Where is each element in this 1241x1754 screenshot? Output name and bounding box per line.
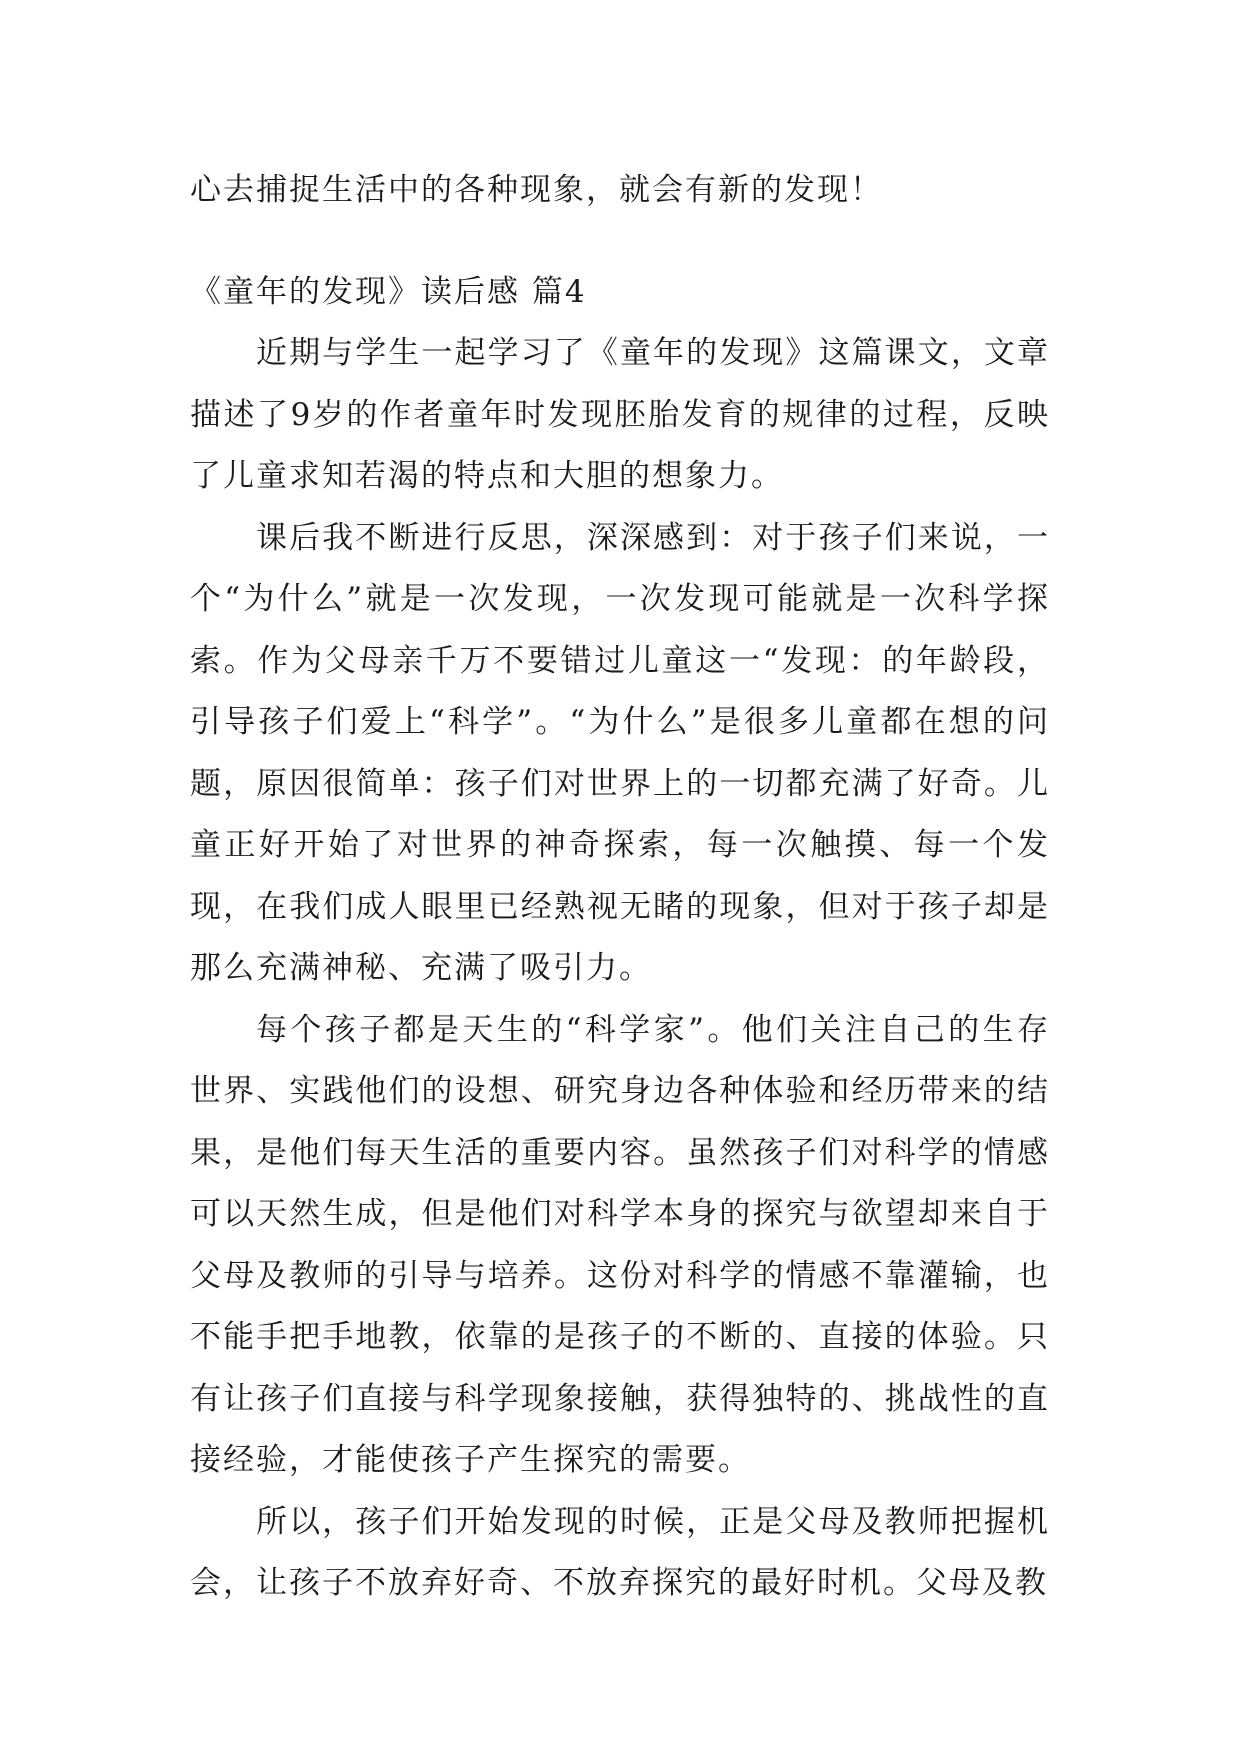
paragraph-1: 近期与学生一起学习了《童年的发现》这篇课文，文章描述了9岁的作者童年时发现胚胎发育的规律的过程，反映了儿童求知若渴的特点和大胆的想象力。: [190, 335, 1050, 494]
paragraph-2: 课后我不断进行反思，深深感到：对于孩子们来说，一个“为什么”就是一次发现，一次发现可能就是一次科学探索。作为父母亲千万不要错过儿童这一“发现：的年龄段，引导孩子们爱上“科学”。“为什么”是很多儿童都在想的问题，原因很简单：孩子们对世界上的一切都充满了好奇。儿童正好开始了对世界的神奇探索，每一次触摸、每一个发现，在我们成人眼里已经熟视无睹的现象，但对于孩子却是那么充满神秘、充满了吸引力。: [190, 519, 1050, 986]
document-body: [190, 160, 1050, 1615]
paragraph-3: 每个孩子都是天生的“科学家”。他们关注自己的生存世界、实践他们的设想、研究身边各种体验和经历带来的结果，是他们每天生活的重要内容。虽然孩子们对科学的情感可以天然生成，但是他们对科学本身的探究与欲望却来自于父母及教师的引导与培养。这份对科学的情感不靠灌输，也不能手把手地教，依靠的是孩子的不断的、直接的体验。只有让孩子们直接与科学现象接触，获得独特的、挑战性的直接经验，才能使孩子产生探究的需要。: [190, 1011, 1050, 1478]
paragraph-4: 所以，孩子们开始发现的时候，正是父母及教师把握机会，让孩子不放弃好奇、不放弃探究的最好时机。父母及教: [190, 1503, 1050, 1601]
section-title: 《童年的发现》读后感 篇4: [190, 273, 587, 310]
continuation-text: 心去捕捉生活中的各种现象，就会有新的发现！: [190, 172, 883, 208]
